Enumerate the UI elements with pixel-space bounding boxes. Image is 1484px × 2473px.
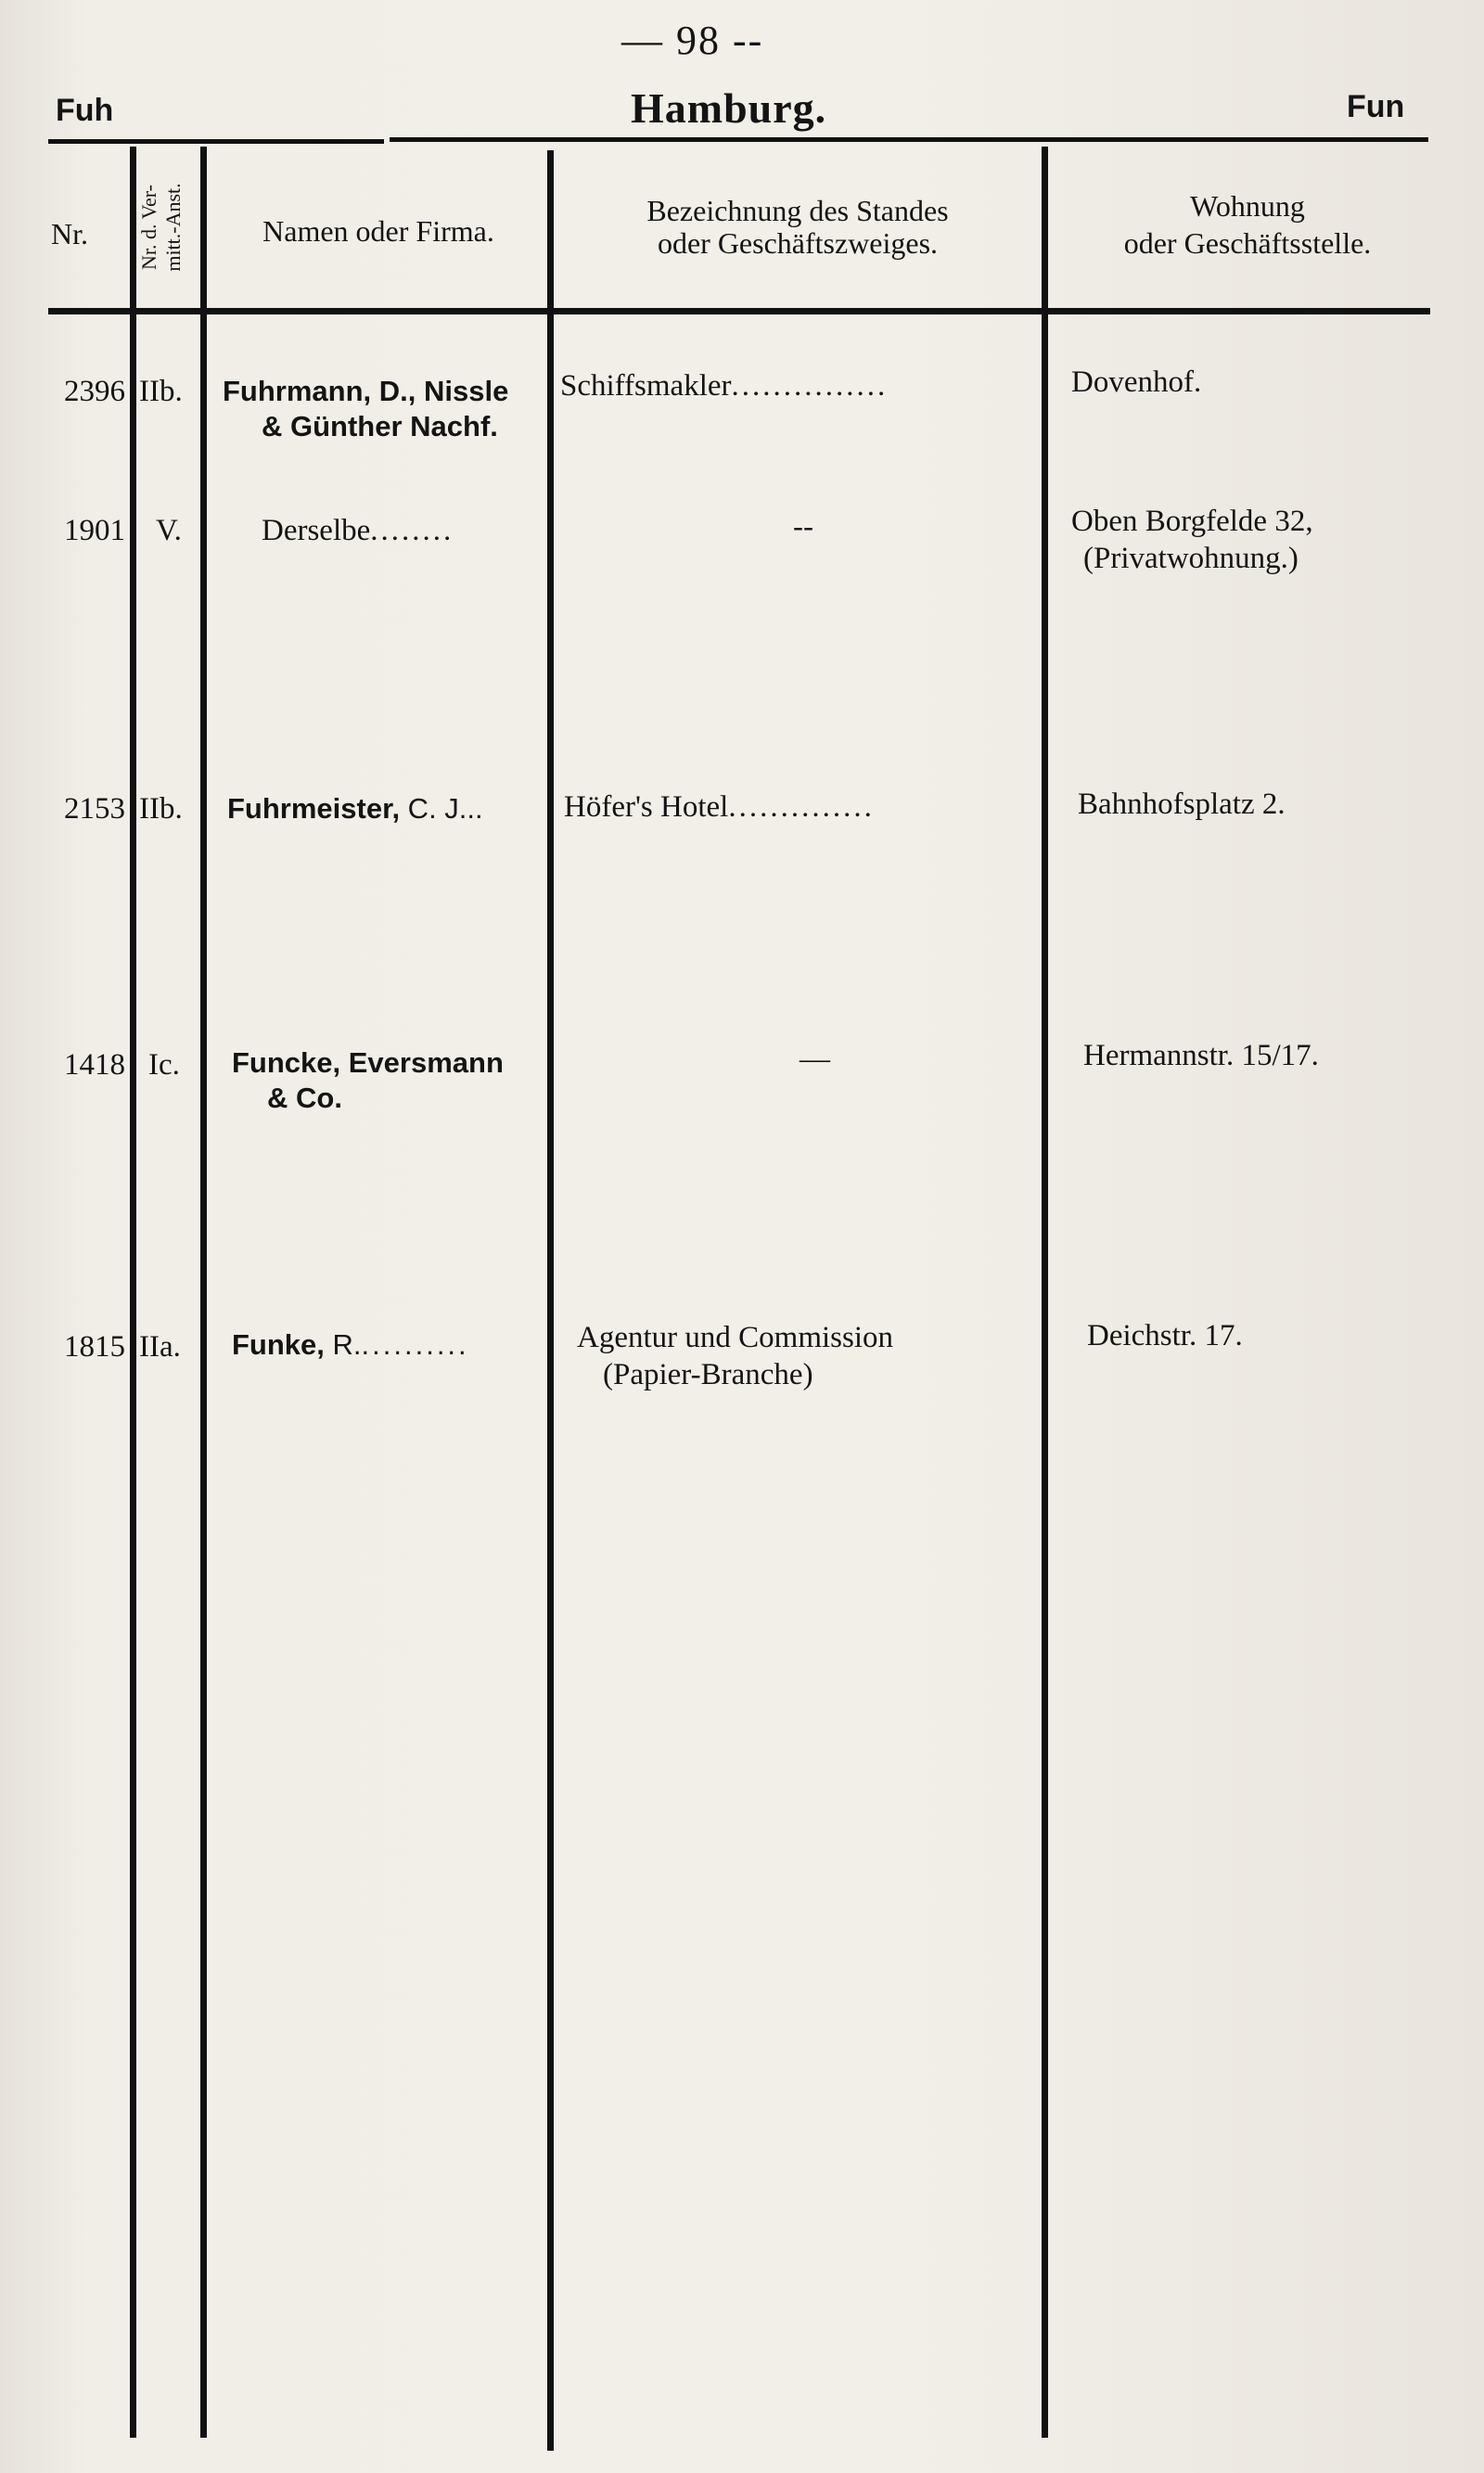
entry-name-leader: ........ (370, 514, 454, 547)
entry-class: IIb. (139, 375, 183, 408)
entry-number: 1901 (64, 514, 125, 547)
column-header-vermitt-line2: mitt.-Anst. (161, 183, 185, 272)
entry-class: IIa. (139, 1330, 181, 1364)
entry-business (560, 367, 888, 404)
entry-business-line2: (Papier-Branche) (603, 1358, 813, 1391)
entry-business-leader: ............... (731, 369, 889, 403)
running-head-right: Fun (1347, 89, 1405, 124)
column-header-business-line2: oder Geschäftszweiges. (657, 226, 939, 260)
entry-name (223, 373, 508, 410)
column-rule-1 (130, 147, 136, 2438)
entry-name (232, 1044, 504, 1082)
entry-name-bold: Fuhrmeister, (227, 792, 401, 825)
entry-name-bold: Funcke, Eversmann (232, 1046, 504, 1079)
entry-number: 2153 (64, 792, 125, 826)
entry-business: Agentur und Commission (577, 1321, 894, 1354)
entry-name-rest: C. J... (400, 792, 483, 825)
entry-class: Ic. (148, 1048, 180, 1082)
column-header-vermitt-line1: Nr. d. Ver- (137, 184, 160, 271)
entry-address-line2: (Privatwohnung.) (1083, 542, 1298, 575)
running-head-left: Fuh (56, 93, 114, 128)
entry-name-bold: Fuhrmann, (223, 375, 372, 407)
entry-name-rest: R. (324, 1328, 362, 1361)
entry-class: IIb. (139, 792, 183, 826)
entry-name-line2 (262, 408, 498, 445)
entry-name-bold: Funke, (232, 1328, 325, 1361)
entry-business-text: Schiffsmakler (560, 369, 732, 403)
entry-name-leader: .......... (361, 1328, 469, 1361)
page-number: — 98 -- (621, 18, 764, 63)
entry-name (262, 512, 454, 549)
entry-number: 1815 (64, 1330, 125, 1364)
column-rule-3 (547, 150, 554, 2451)
entry-business-text: Höfer's Hotel (564, 790, 729, 824)
entry-business (564, 788, 875, 826)
entry-address: Oben Borgfelde 32, (1071, 505, 1313, 538)
column-header-name: Namen oder Firma. (262, 214, 494, 248)
entry-name-rest: D., Nissle (371, 375, 509, 407)
column-header-address-line2: oder Geschäftsstelle. (1123, 226, 1372, 260)
column-header-nr: Nr. (51, 217, 88, 250)
entry-business-leader: .............. (728, 790, 875, 824)
column-header-address-line1: Wohnung (1190, 189, 1305, 223)
entry-name-line2-text: & Günther Nachf. (262, 410, 498, 442)
top-rule-left (48, 139, 384, 144)
entry-number: 1418 (64, 1048, 125, 1082)
entry-address: Hermannstr. 15/17. (1083, 1039, 1319, 1072)
entry-address: Deichstr. 17. (1087, 1319, 1243, 1352)
column-header-business-line1: Bezeichnung des Standes (646, 194, 949, 227)
top-rule-right (390, 137, 1428, 142)
header-bottom-rule (48, 308, 1430, 314)
entry-address: Bahnhofsplatz 2. (1078, 788, 1286, 821)
entry-business: -- (793, 510, 813, 544)
entry-class: V. (156, 514, 182, 547)
entry-name-line2 (267, 1080, 342, 1117)
column-rule-4 (1042, 147, 1048, 2438)
column-rule-2 (200, 147, 207, 2438)
city-heading: Hamburg. (631, 84, 827, 132)
entry-number: 2396 (64, 375, 125, 408)
entry-name-text: Derselbe (262, 514, 371, 547)
entry-name (232, 1326, 469, 1364)
entry-name-line2-text: & Co. (267, 1082, 342, 1114)
entry-business: — (800, 1043, 830, 1076)
entry-address: Dovenhof. (1071, 365, 1202, 399)
entry-name (227, 790, 483, 827)
